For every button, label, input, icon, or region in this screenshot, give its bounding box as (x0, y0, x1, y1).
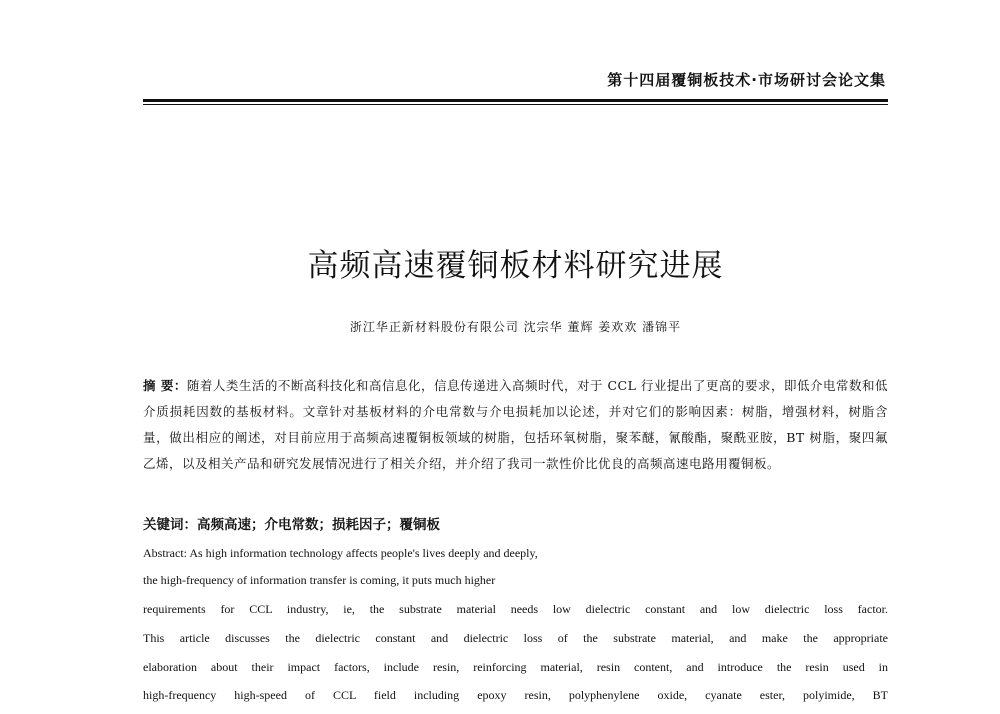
header-rule-thin (143, 104, 888, 105)
keywords: 关键词：高频高速；介电常数；损耗因子；覆铜板 (143, 517, 440, 533)
abstract-label: 摘 要： (143, 378, 187, 393)
paper-title: 高频高速覆铜板材料研究进展 (307, 248, 724, 284)
english-abstract-line: the high-frequency of information transfer is coming, it puts much higher (143, 573, 496, 587)
proceedings-header: 第十四届覆铜板技术·市场研讨会论文集 (607, 71, 886, 89)
chinese-abstract (143, 373, 888, 477)
english-abstract-line: Abstract: As high information technology affects people's lives deeply and deeply, (143, 546, 538, 560)
english-abstract-line: This article discusses the dielectric constant and dielectric loss of the substrate material, and make the appropriate (143, 631, 888, 645)
english-abstract-line: high-frequency high-speed of CCL field including epoxy resin, polyphenylene oxide, cyanate ester, polyimide, BT (143, 688, 888, 702)
english-abstract-line: requirements for CCL industry, ie, the substrate material needs low dielectric constant and low dielectric loss factor. (143, 602, 888, 616)
english-abstract-line: elaboration about their impact factors, include resin, reinforcing material, resin content, and introduce the resin used in (143, 660, 888, 674)
abstract-text: 随着人类生活的不断高科技化和高信息化，信息传递进入高频时代，对于 CCL 行业提出了更高的要求，即低介电常数和低介质损耗因数的基板材料。文章针对基板材料的介电常数与介电损耗加以论述，并对它们的影响因素：树脂，增强材料，树脂含量，做出相应的阐述，对目前应用于高频高速覆铜板领域的树脂，包括环氧树脂，聚苯醚，氰酸酯，聚酰亚胺，BT 树脂，聚四氟乙烯，以及相关产品和研究发展情况进行了相关介绍，并介绍了我司一款性价比优良的高频高速电路用覆铜板。 (143, 378, 888, 471)
header-rule-thick (143, 99, 888, 102)
author-byline: 浙江华正新材料股份有限公司 沈宗华 董辉 姜欢欢 潘锦平 (349, 320, 682, 334)
